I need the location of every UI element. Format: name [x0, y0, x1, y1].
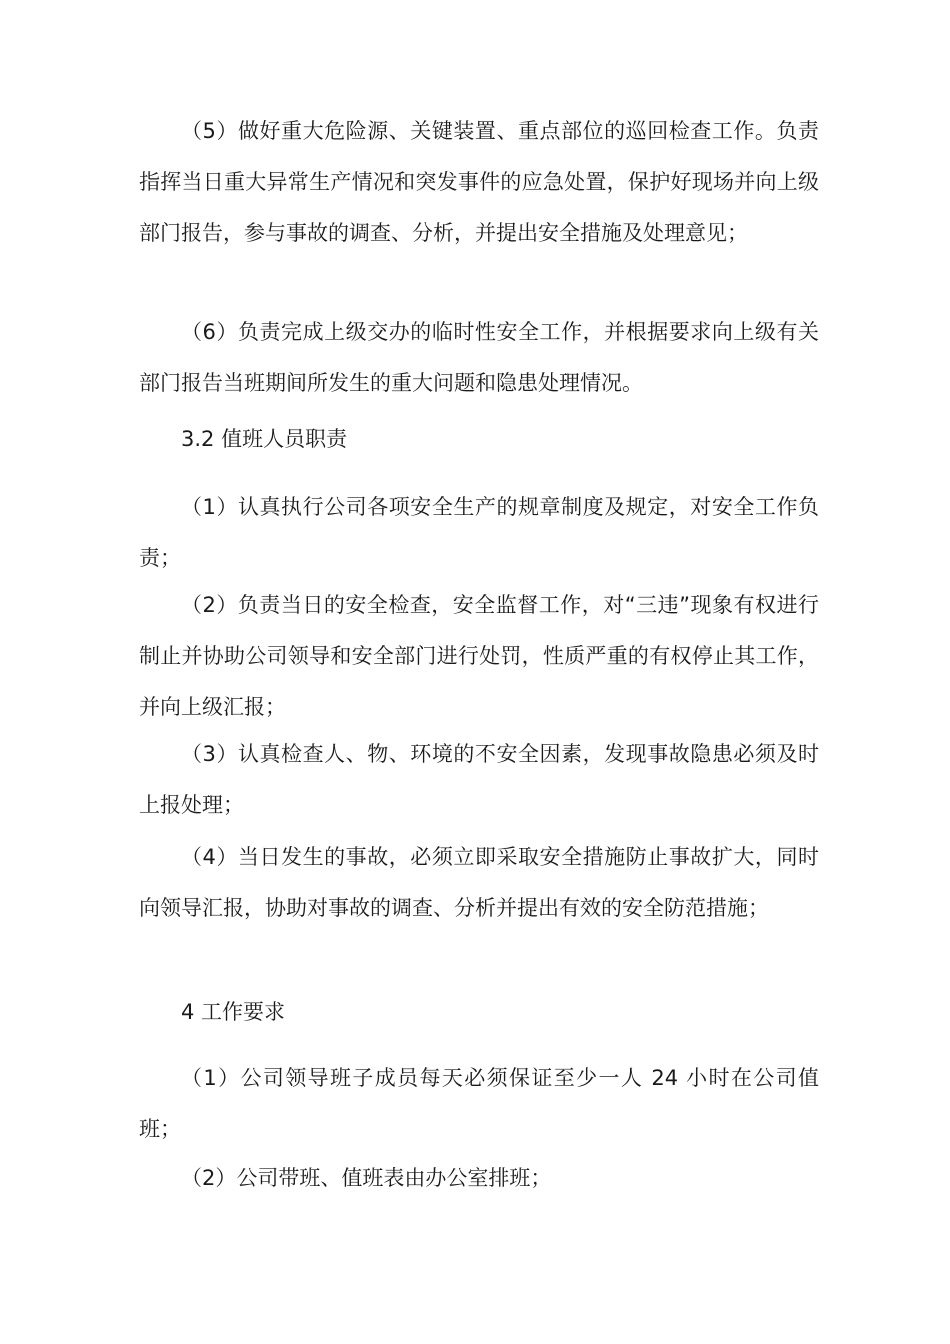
paragraph-item-5: （5）做好重大危险源、关键装置、重点部位的巡回检查工作。负责指挥当日重大异常生产情况和突发事件的应急处置，保护好现场并向上级部门报告，参与事故的调查、分析，并提出安全措施及处理意见； [139, 119, 819, 245]
section-heading-3-2: 3.2 值班人员职责 [181, 427, 348, 451]
duty-item-1: （1）认真执行公司各项安全生产的规章制度及规定，对安全工作负责； [139, 495, 819, 570]
duty-item-2: （2）负责当日的安全检查，安全监督工作，对“三违”现象有权进行制止并协助公司领导和安全部门进行处罚，性质严重的有权停止其工作，并向上级汇报； [139, 593, 819, 719]
section-heading-4: 4 工作要求 [181, 1000, 286, 1024]
duty-item-4: （4）当日发生的事故，必须立即采取安全措施防止事故扩大，同时向领导汇报，协助对事故的调查、分析并提出有效的安全防范措施； [139, 845, 819, 920]
duty-item-3: （3）认真检查人、物、环境的不安全因素，发现事故隐患必须及时上报处理； [139, 742, 819, 817]
requirement-item-1: （1）公司领导班子成员每天必须保证至少一人 24 小时在公司值班； [139, 1066, 819, 1141]
paragraph-item-6: （6）负责完成上级交办的临时性安全工作，并根据要求向上级有关部门报告当班期间所发生的重大问题和隐患处理情况。 [139, 320, 819, 395]
requirement-item-2: （2）公司带班、值班表由办公室排班； [181, 1166, 552, 1190]
